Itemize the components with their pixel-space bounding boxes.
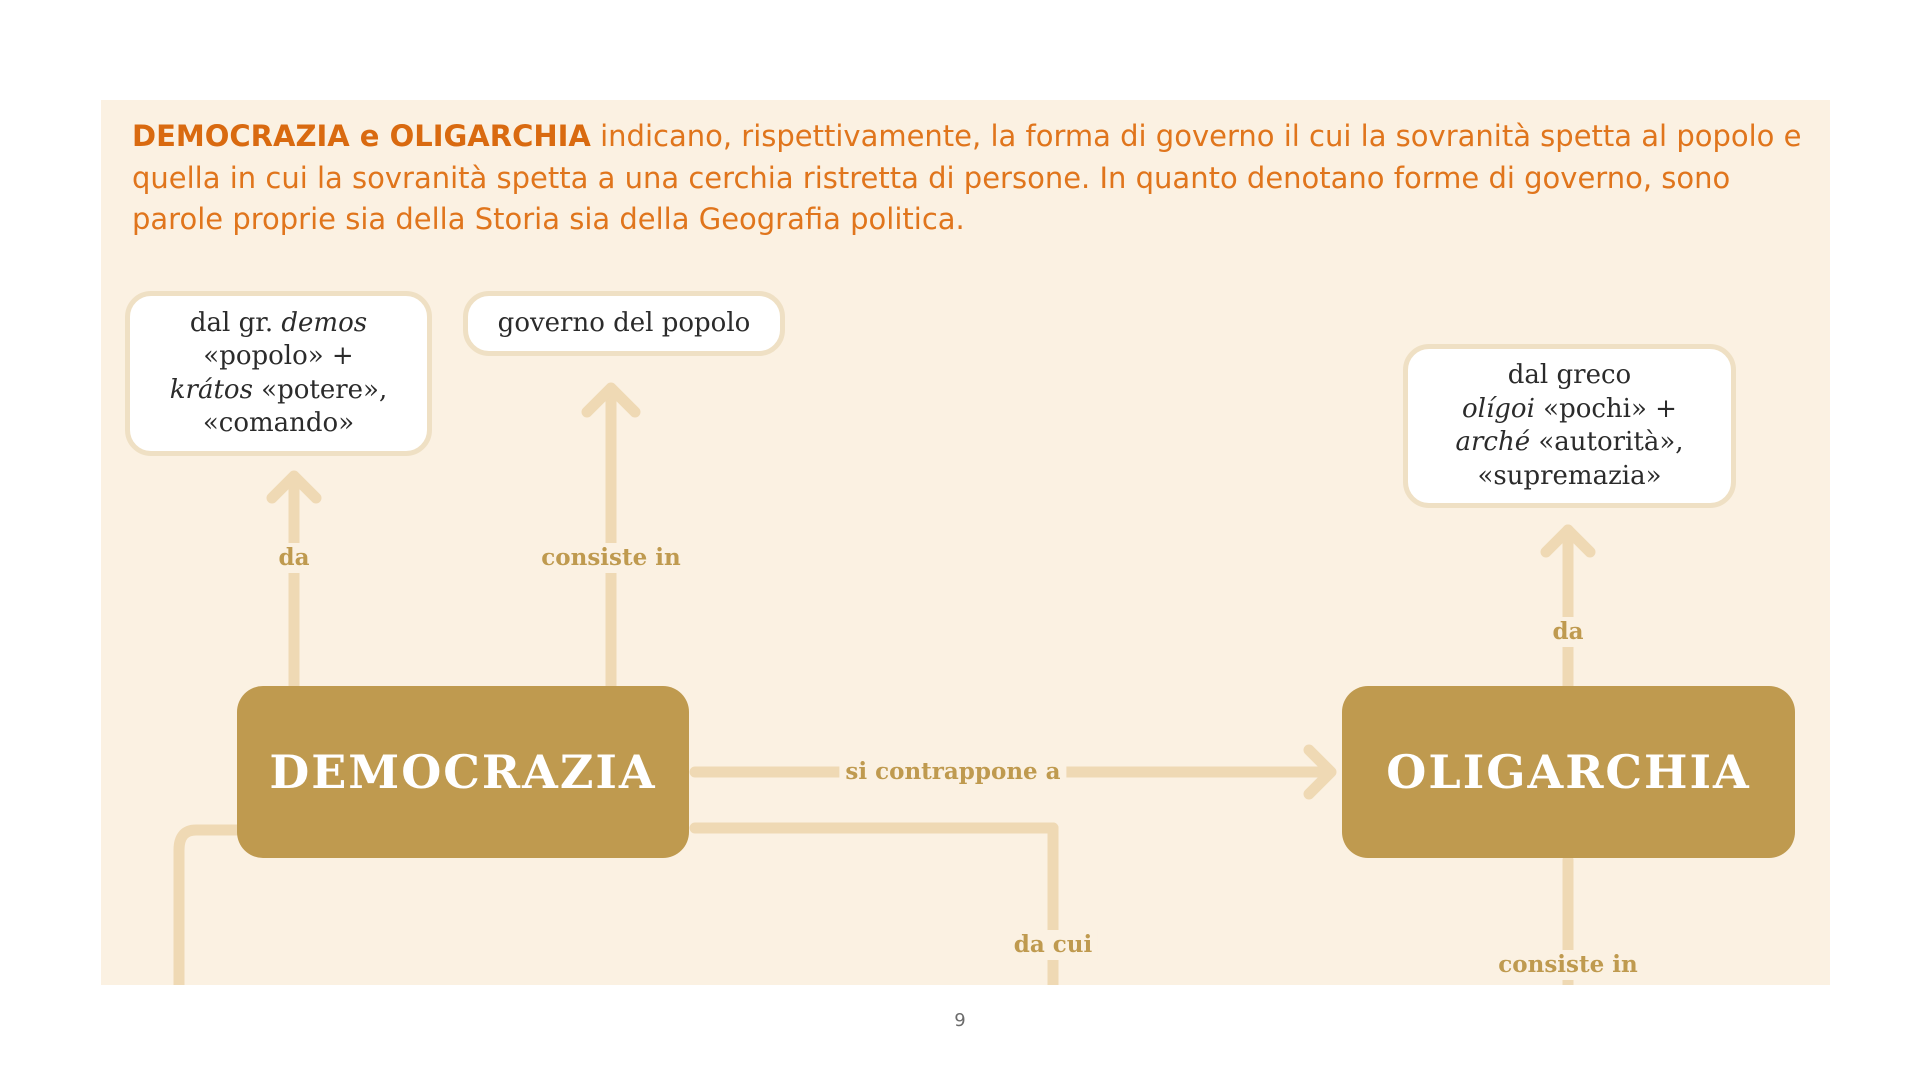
etym-demo-line4: «comando» <box>202 408 355 438</box>
label-da-cui: da cui <box>1008 930 1098 960</box>
governo-text: governo del popolo <box>497 307 751 338</box>
intro-text: indicano, rispettivamente, la forma di governo il cui la sovranità spetta al popolo e quella in cui la sovranità spetta a una cerchia ristretta di persone. In quanto denotano forme di governo, sono parole proprie sia della Storia sia della Geografia politica. <box>132 119 1802 236</box>
etymology-box-oligarchia <box>1403 344 1736 508</box>
node-democrazia-label: DEMOCRAZIA <box>269 745 657 799</box>
etym-demo-word-kratos: krátos <box>169 374 253 405</box>
etym-oli-word-oligoi: olígoi <box>1462 393 1535 424</box>
label-consiste-in-democrazia: consiste in <box>535 543 686 573</box>
page-number: 9 <box>954 1010 966 1031</box>
etymology-box-democrazia <box>125 291 432 456</box>
governo-box <box>463 291 785 356</box>
label-si-contrappone-a: si contrappone a <box>839 757 1066 787</box>
etym-oli-line2: «pochi» + <box>1534 393 1677 424</box>
label-consiste-in-oligarchia: consiste in <box>1492 950 1643 980</box>
intro-keywords: DEMOCRAZIA e OLIGARCHIA <box>132 119 591 153</box>
node-democrazia <box>237 686 689 858</box>
etym-demo-line2: «popolo» + <box>203 341 354 371</box>
etym-oli-line3: «autorità», <box>1530 427 1684 457</box>
label-da-oligarchia: da <box>1547 617 1590 647</box>
label-da-democrazia: da <box>273 543 316 573</box>
etym-oli-line1: dal greco <box>1507 360 1632 390</box>
etym-demo-word-demos: demos <box>281 307 368 338</box>
connector-left-loop <box>179 830 241 985</box>
etym-oli-line4: «supremazia» <box>1477 460 1662 491</box>
node-oligarchia <box>1342 686 1795 858</box>
node-oligarchia-label: OLIGARCHIA <box>1386 745 1751 799</box>
etym-demo-line1: dal gr. <box>189 307 282 338</box>
concept-map-panel <box>101 100 1830 985</box>
etym-demo-line3: «potere», <box>252 374 388 405</box>
etym-oli-word-arche: arché <box>1455 427 1531 457</box>
